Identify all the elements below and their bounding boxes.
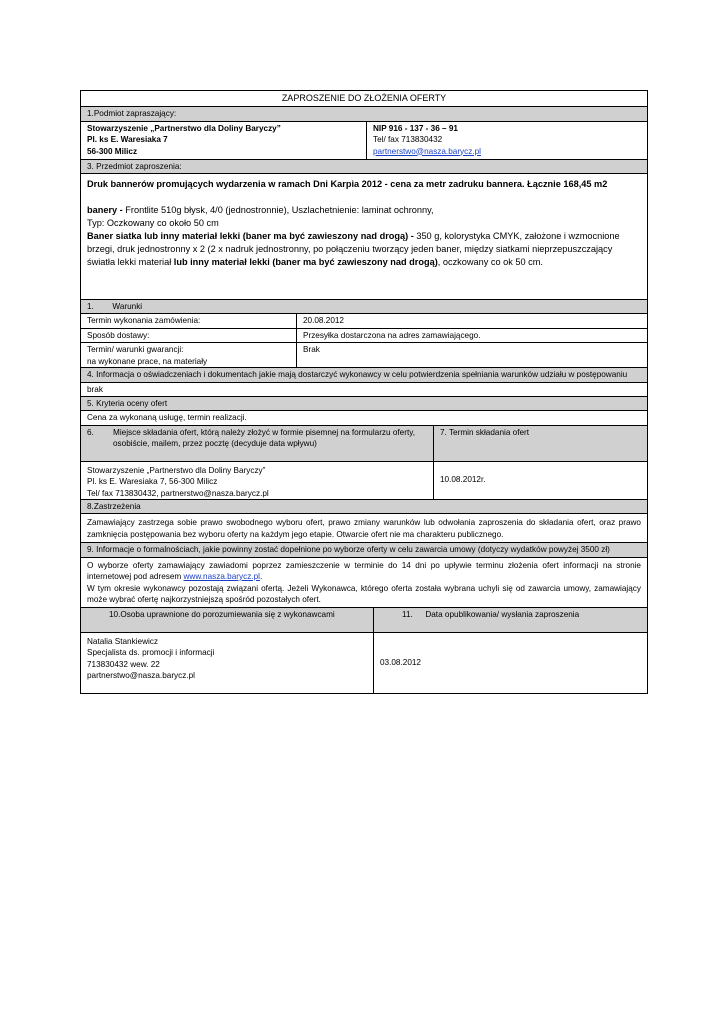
section-1-label: 1.Podmiot zapraszający: — [87, 109, 177, 118]
siatka-paragraph — [87, 230, 641, 269]
section-11-number: 11. — [402, 609, 413, 619]
reservations-text — [81, 513, 647, 542]
submission-street: Pl. ks E. Waresiaka 7, 56-300 Milicz — [87, 477, 218, 486]
contact-email: partnerstwo@nasza.barycz.pl — [87, 671, 195, 680]
section-9-header — [81, 542, 647, 557]
contact-phone: 713830432 wew. 22 — [87, 659, 160, 669]
offer-invitation-form — [80, 90, 648, 694]
title-text: ZAPROSZENIE DO ZŁOŻENIA OFERTY — [281, 93, 447, 103]
inviting-entity-row — [81, 121, 647, 159]
section-8-value: Zamawiający zastrzega sobie prawo swobodnego wyboru ofert, prawo zmiany warunków lub odwołania zaproszenia do składania ofert, oraz prawo zamknięcia postępowania bez wyboru oferty na każdym jego etapie. Otwarcie ofert nie ma charakteru publicznego. — [87, 518, 641, 539]
contact-role: Specjalista ds. promocji i informacji — [87, 648, 215, 657]
conditions-key: Sposób dostawy: — [87, 330, 150, 340]
conditions-value: Brak — [296, 343, 647, 367]
org-contact — [366, 122, 647, 159]
section-11-header — [373, 608, 647, 632]
siatka-eyelets: , oczkowany co ok 50 cm. — [437, 257, 543, 267]
section-3-header — [81, 159, 647, 174]
deadline-cell — [433, 462, 647, 499]
conditions-row — [81, 342, 647, 367]
banery-spec: Frontlite 510g błysk, 4/0 (jednostronnie), Uszlachetnienie: laminat ochronny, — [125, 205, 434, 215]
section-3-label: 3. Przedmiot zaproszenia: — [87, 161, 182, 171]
section-6-header — [81, 426, 433, 461]
section-6-label: Miejsce składania ofert, którą należy złożyć w formie pisemnej na formularzu oferty, osobiście, mailem, przez pocztę (decyduje data wpływu) — [113, 427, 415, 448]
section-5-value: Cena za wykonaną usługę, termin realizacji. — [81, 410, 647, 425]
contact-person — [81, 633, 373, 693]
submission-deadline: 10.08.2012r. — [440, 475, 486, 485]
conditions-header — [81, 299, 647, 313]
publication-date: 03.08.2012 — [380, 657, 421, 667]
section-4-value: brak — [81, 382, 647, 397]
conditions-value: Przesyłka dostarczona na adres zamawiającego. — [296, 329, 647, 343]
formalities-text — [81, 557, 647, 607]
section-10-label: 10.Osoba uprawnione do porozumiewania się z wykonawcami — [109, 609, 335, 619]
section-10-11-header — [81, 607, 647, 632]
submission-contact: Tel/ fax 713830432, partnerstwo@nasza.barycz.pl — [87, 488, 269, 498]
section-6-number: 6. — [87, 427, 94, 437]
banery-type: Typ: Oczkowany co około 50 cm — [87, 218, 219, 228]
formalities-paragraph-2: W tym okresie wykonawcy pozostają związani ofertą. Jeżeli Wykonawca, którego oferta została wybrana uchyli się od zawarcia umowy, zamawiający może wybrać ofertę najkorzystniejszą spośród pozostałych ofert. — [87, 583, 641, 604]
section-5-header — [81, 396, 647, 410]
org-nip: NIP 916 - 137 - 36 – 91 — [373, 123, 458, 133]
formalities-intro: O wyborze oferty zamawiający zawiadomi poprzez zamieszczenie w terminie do 14 dni po upływie terminu złożenia ofert informacji na stronie internetowej pod adresem — [87, 560, 641, 581]
submission-org-name: Stowarzyszenie „Partnerstwo dla Doliny Baryczy” — [87, 465, 266, 475]
banery-paragraph — [87, 204, 641, 217]
document-title — [81, 91, 647, 106]
conditions-label: Warunki — [112, 302, 143, 311]
warranty-key-detail: na wykonane prace, na materiały — [87, 356, 208, 366]
submission-address — [81, 462, 433, 499]
section-9-label: 9. Informacje o formalnościach, jakie powinny zostać dopełnione po wyborze oferty w celu zawarcia umowy (dotyczy wydatków powyżej 3500 zł) — [87, 545, 610, 554]
website-link[interactable]: www.nasza.barycz.pl — [183, 572, 260, 581]
publication-date-cell — [373, 633, 647, 693]
org-address — [81, 122, 366, 159]
formalities-period: . — [259, 572, 263, 581]
conditions-key — [81, 343, 296, 367]
contact-name: Natalia Stankiewicz — [87, 636, 158, 646]
section-8-header — [81, 499, 647, 514]
section-11-label: Data opublikowania/ wysłania zaproszenia — [425, 609, 580, 619]
conditions-number: 1. — [87, 302, 94, 311]
section-7-label: 7. Termin składania ofert — [433, 426, 647, 461]
conditions-key: Termin wykonania zamówienia: — [87, 316, 201, 325]
siatka-label: Baner siatka lub inny materiał lekki (baner ma być zawieszony nad drogą) - — [87, 231, 417, 241]
conditions-value: 20.08.2012 — [296, 314, 647, 328]
siatka-material: lub inny materiał lekki (baner ma być zawieszony nad drogą) — [173, 257, 438, 267]
section-4-label: 4. Informacja o oświadczeniach i dokumentach jakie mają dostarczyć wykonawcy w celu potwierdzenia spełniania warunków udziału w postępowaniu — [87, 370, 628, 379]
formalities-paragraph-1 — [87, 560, 641, 583]
org-email-link[interactable]: partnerstwo@nasza.barycz.pl — [373, 146, 481, 156]
warranty-key: Termin/ warunki gwarancji: — [87, 345, 184, 354]
org-street: Pl. ks E. Waresiaka 7 — [87, 135, 168, 144]
section-6-7-values — [81, 461, 647, 499]
conditions-row — [81, 328, 647, 343]
org-telfax: Tel/ fax 713830432 — [373, 135, 443, 144]
section-5-label: 5. Kryteria oceny ofert — [87, 399, 168, 408]
banery-label: banery - — [87, 205, 126, 215]
subject-description — [81, 173, 647, 299]
section-6-7-header — [81, 425, 647, 461]
section-8-label: 8.Zastrzeżenia — [87, 501, 141, 511]
section-10-11-values — [81, 632, 647, 693]
conditions-row — [81, 313, 647, 328]
siatka-spec: 350 g, kolorystyka CMYK, założone i wzmocnione brzegi, druk jednostronny x 2 (2 x nadruk jednostronny, po połączeniu tworzący jeden baner, między siatkami nieprzepuszczający światła lekki materiał — [87, 231, 620, 267]
org-city: 56-300 Milicz — [87, 146, 138, 156]
section-1-header — [81, 106, 647, 121]
section-4-header — [81, 367, 647, 382]
org-name: Stowarzyszenie „Partnerstwo dla Doliny Baryczy” — [87, 123, 281, 133]
subject-headline: Druk bannerów promujących wydarzenia w ramach Dni Karpia 2012 - cena za metr zadruku bannera. Łącznie 168,45 m2 — [87, 179, 608, 189]
